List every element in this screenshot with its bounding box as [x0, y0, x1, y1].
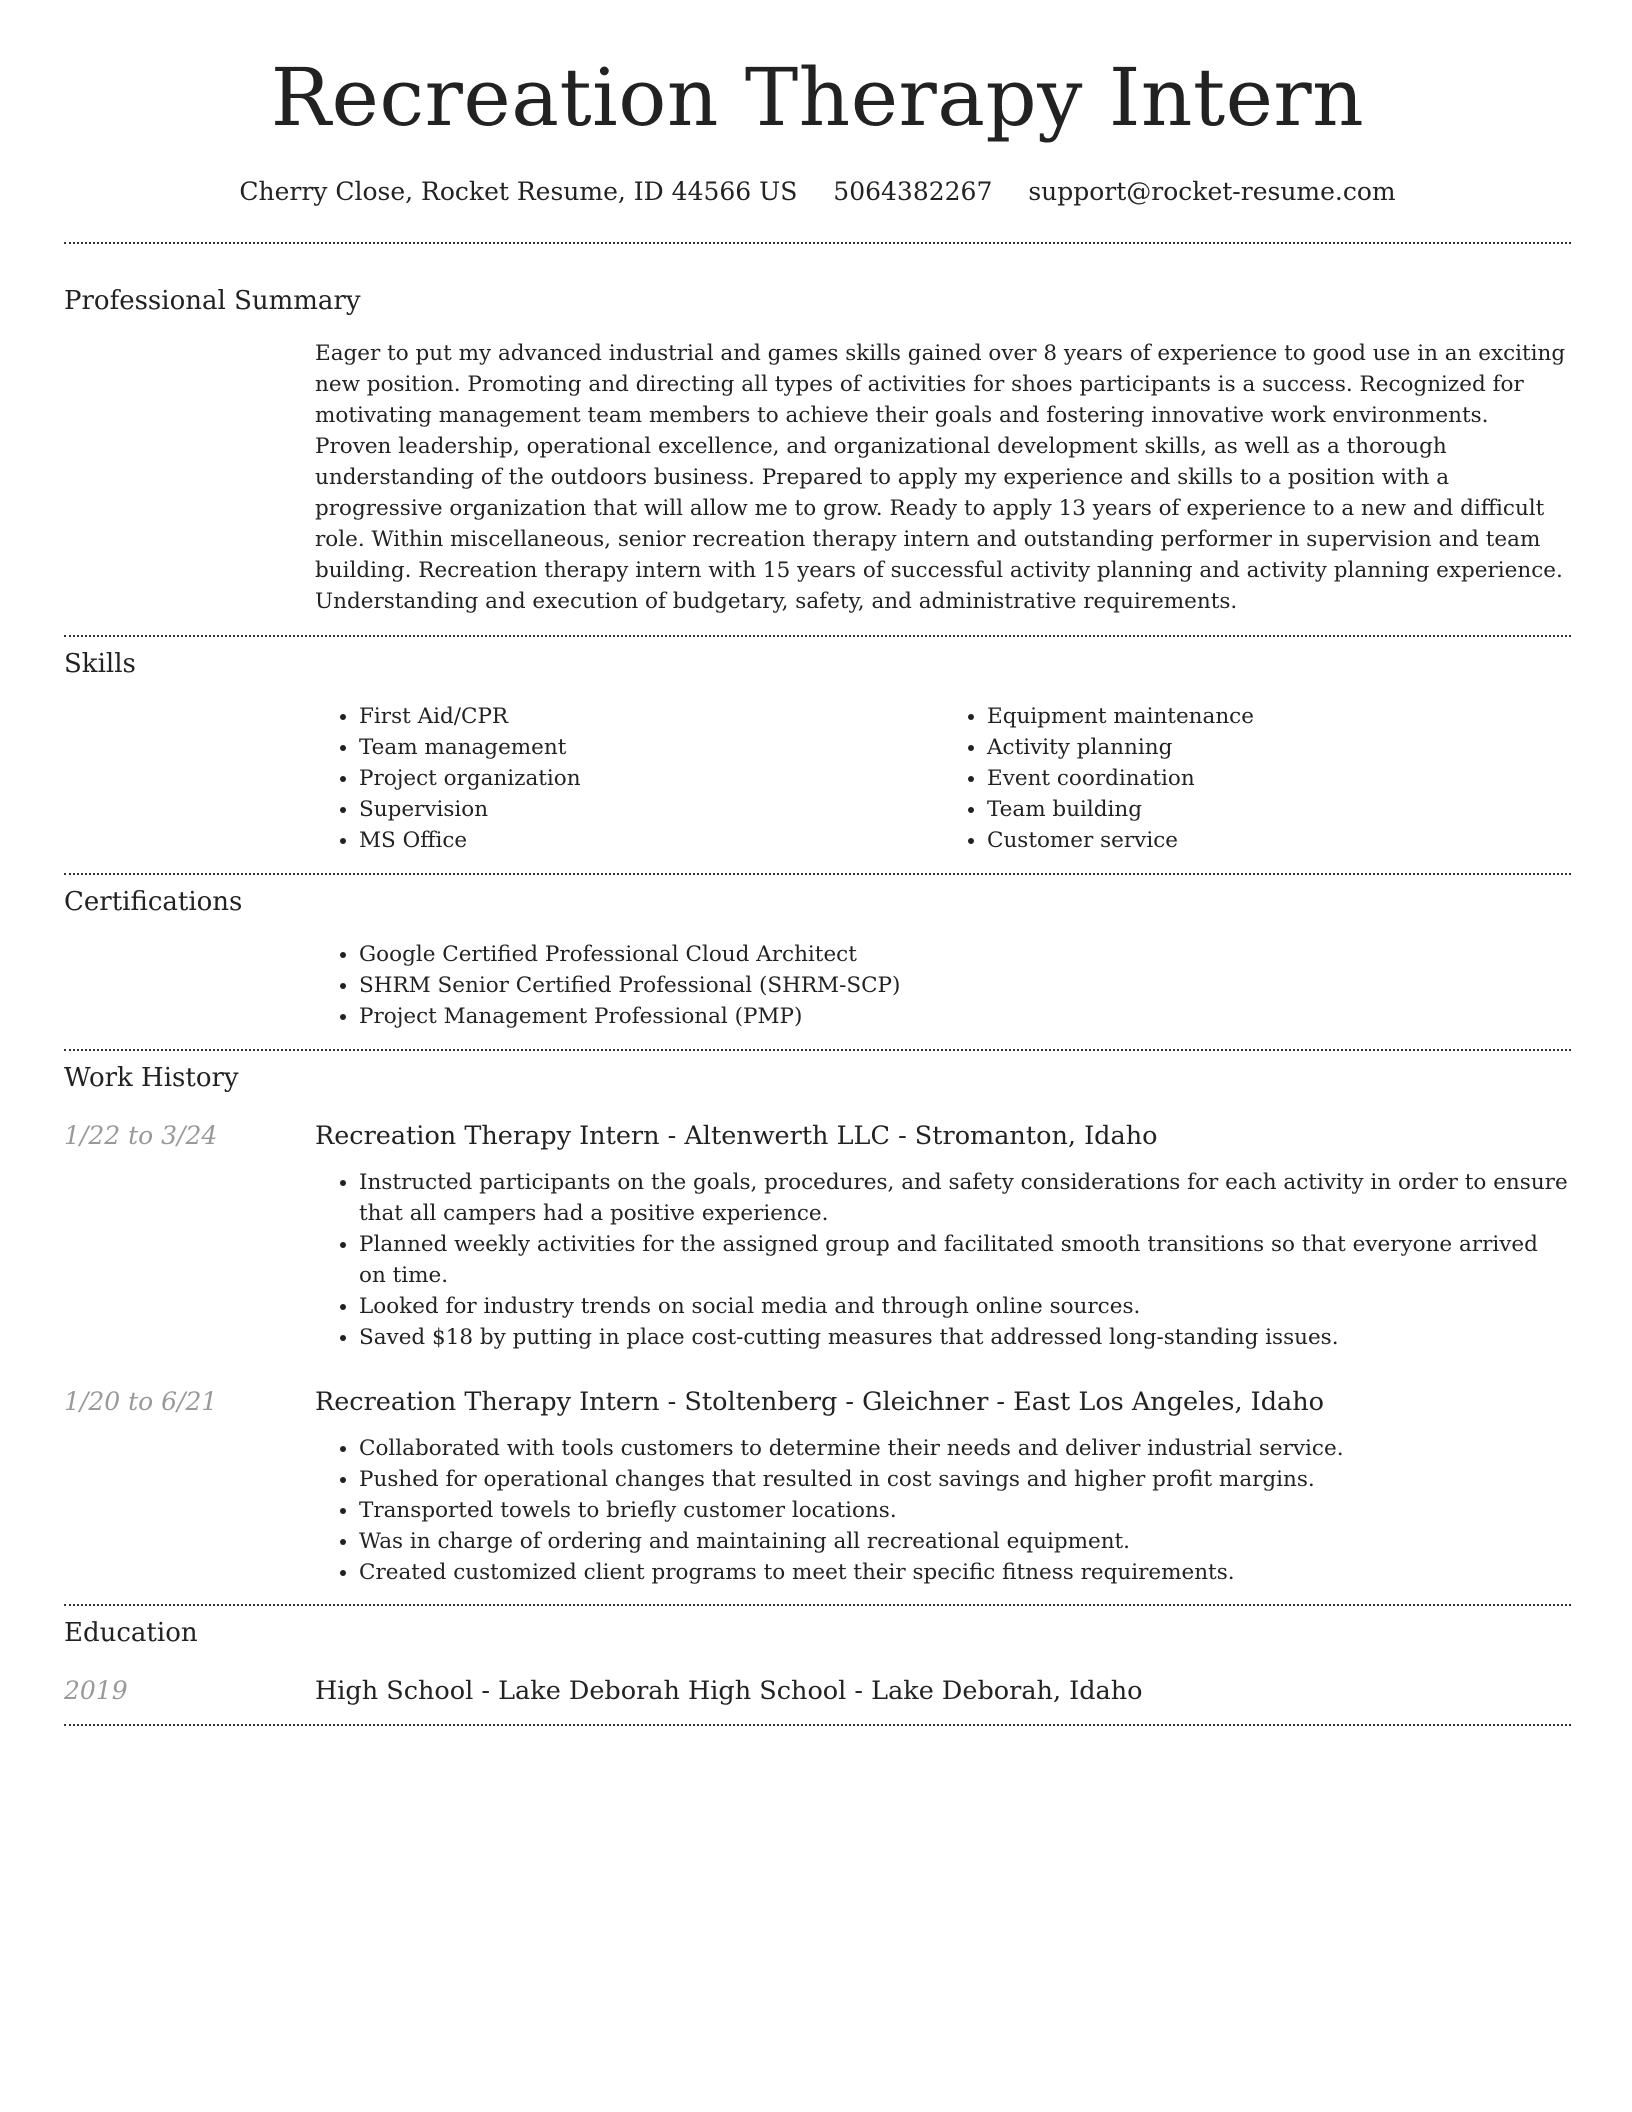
job-bullets — [315, 1167, 1571, 1353]
job-bullet: • Created customized client programs to meet their specific fitness requirements. — [359, 1557, 1571, 1588]
job-role: Recreation Therapy Intern — [315, 1121, 660, 1151]
job-entry — [64, 1385, 1571, 1419]
divider — [64, 873, 1571, 875]
divider — [64, 635, 1571, 637]
job-title — [315, 1385, 1324, 1419]
job-details: - Altenwerth LLC - Stromanton, Idaho — [659, 1121, 1158, 1151]
certification-item: • Project Management Professional (PMP) — [359, 1001, 1571, 1032]
certification-item: • SHRM Senior Certified Professional (SHRM-SCP) — [359, 970, 1571, 1001]
education-degree: High School — [315, 1676, 474, 1706]
section-title-skills: Skills — [64, 649, 136, 679]
contact-address: Cherry Close, Rocket Resume, ID 44566 US — [239, 177, 798, 206]
skills-content — [315, 701, 1571, 856]
certification-item: • Google Certified Professional Cloud Architect — [359, 939, 1571, 970]
certifications-content — [315, 939, 1571, 1032]
divider — [64, 1724, 1571, 1726]
job-bullet: • Looked for industry trends on social media and through online sources. — [359, 1291, 1571, 1322]
job-title — [315, 1119, 1157, 1153]
skill-item: • Event coordination — [987, 763, 1571, 794]
skill-item: • Equipment maintenance — [987, 701, 1571, 732]
candidate-name: Recreation Therapy Intern — [270, 51, 1365, 144]
job-bullets — [315, 1433, 1571, 1588]
certifications-list — [315, 939, 1571, 1032]
divider — [64, 242, 1571, 244]
job-bullet-list — [315, 1433, 1571, 1588]
skill-item: • Customer service — [987, 825, 1571, 856]
summary-text: Eager to put my advanced industrial and games skills gained over 8 years of experience to good use in an exciting new position. Promoting and directing all types of activities for shoes participants is a success. Recognized for motivating management team members to achieve their goals and fostering innovative work environments. Proven leadership, operational excellence, and organizational development skills, as well as a thorough understanding of the outdoors business. Prepared to apply my experience and skills to a position with a progressive organization that will allow me to grow. Ready to apply 13 years of experience to a new and difficult role. Within miscellaneous, senior recreation therapy intern and outstanding performer in supervision and team building. Recreation therapy intern with 15 years of successful activity planning and activity planning experience. Understanding and execution of budgetary, safety, and administrative requirements. — [315, 341, 1566, 614]
contact-line — [64, 176, 1571, 208]
skills-list-right — [943, 701, 1571, 856]
job-bullet: • Planned weekly activities for the assigned group and facilitated smooth transitions so that everyone arrived on time. — [359, 1229, 1571, 1291]
education-title — [315, 1674, 1143, 1708]
job-bullet: • Saved $18 by putting in place cost-cutting measures that addressed long-standing issues. — [359, 1322, 1571, 1353]
resume-page — [64, 0, 1571, 1726]
summary-content — [315, 338, 1571, 617]
job-bullet: • Transported towels to briefly customer locations. — [359, 1495, 1571, 1526]
contact-email: support@rocket-resume.com — [1028, 177, 1396, 206]
skill-item: • First Aid/CPR — [359, 701, 943, 732]
divider — [64, 1604, 1571, 1606]
job-role: Recreation Therapy Intern — [315, 1387, 660, 1417]
skill-item: • Team building — [987, 794, 1571, 825]
job-entry — [64, 1119, 1571, 1153]
section-title-education: Education — [64, 1618, 198, 1648]
job-bullet: • Was in charge of ordering and maintaining all recreational equipment. — [359, 1526, 1571, 1557]
job-bullet: • Collaborated with tools customers to determine their needs and deliver industrial service. — [359, 1433, 1571, 1464]
skill-item: • Activity planning — [987, 732, 1571, 763]
job-bullet-list — [315, 1167, 1571, 1353]
skill-item: • MS Office — [359, 825, 943, 856]
skills-list-left — [315, 701, 943, 856]
contact-phone: 5064382267 — [833, 177, 993, 206]
education-details: - Lake Deborah High School - Lake Deborah, Idaho — [473, 1676, 1143, 1706]
education-year: 2019 — [64, 1676, 128, 1705]
job-bullet: • Pushed for operational changes that resulted in cost savings and higher profit margins. — [359, 1464, 1571, 1495]
job-dates: 1/22 to 3/24 — [64, 1121, 218, 1150]
skill-item: • Team management — [359, 732, 943, 763]
section-title-certifications: Certifications — [64, 887, 243, 917]
skill-item: • Supervision — [359, 794, 943, 825]
job-dates: 1/20 to 6/21 — [64, 1387, 218, 1416]
job-details: - Stoltenberg - Gleichner - East Los Angeles, Idaho — [659, 1387, 1325, 1417]
job-bullet: • Instructed participants on the goals, procedures, and safety considerations for each activity in order to ensure that all campers had a positive experience. — [359, 1167, 1571, 1229]
divider — [64, 1049, 1571, 1051]
education-entry — [64, 1674, 1571, 1708]
section-title-work: Work History — [64, 1063, 239, 1093]
skill-item: • Project organization — [359, 763, 943, 794]
section-title-summary: Professional Summary — [64, 286, 361, 316]
